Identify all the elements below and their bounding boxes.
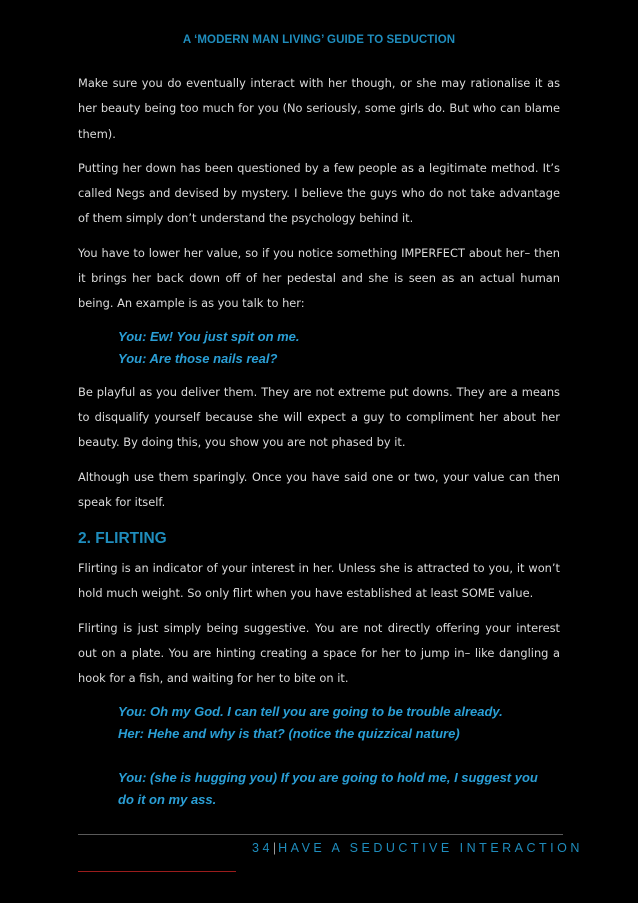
section-heading: 2. FLIRTING — [78, 530, 167, 548]
example-quote: do it on my ass. — [118, 791, 217, 807]
paragraph: Although use them sparingly. Once you have said one or two, your value can then speak for itself. — [78, 469, 560, 509]
footer-divider — [78, 834, 563, 835]
example-quote: Her: Hehe and why is that? (notice the quizzical nature) — [118, 725, 460, 741]
example-quotes — [78, 701, 560, 811]
footer-separator: | — [272, 841, 279, 855]
paragraph: Be playful as you deliver them. They are not extreme put downs. They are a means to disqualify yourself because she will expect a guy to compliment her about her beauty. By doing this, you show you are not phased by it. — [78, 384, 560, 450]
page-footer — [252, 841, 583, 855]
example-quotes — [78, 326, 560, 370]
example-quote: You: Are those nails real? — [118, 350, 278, 366]
paragraph: Putting her down has been questioned by a few people as a legitimate method. It’s called Negs and devised by mystery. I believe the guys who do not take advantage of them simply don’t understand the psychology behind it. — [78, 160, 560, 226]
paragraph: Flirting is an indicator of your interest in her. Unless she is attracted to you, it won’t hold much weight. So only flirt when you have established at least SOME value. — [78, 561, 560, 601]
paragraph: Flirting is just simply being suggestive. You are not directly offering your interest out on a plate. You are hinting creating a space for her to jump in– like dangling a hook for a fish, and waiting for her to bite on it. — [78, 620, 560, 686]
paragraph: Make sure you do eventually interact with her though, or she may rationalise it as her beauty being too much for you (No seriously, some girls do. But who can blame them). — [78, 76, 560, 141]
chapter-title: HAVE A SEDUCTIVE INTERACTION — [278, 841, 583, 855]
paragraph: You have to lower her value, so if you notice something IMPERFECT about her– then it brings her back down off of her pedestal and she is seen as an actual human being. An example is as you talk to her: — [78, 245, 560, 311]
example-quote: You: (she is hugging you) If you are going to hold me, I suggest you — [118, 769, 538, 785]
page-number: 34 — [252, 841, 273, 855]
spacer — [78, 745, 560, 767]
footer-accent-rule — [78, 871, 236, 872]
example-quote: You: Ew! You just spit on me. — [118, 328, 300, 344]
page-content — [78, 71, 560, 821]
example-quote: You: Oh my God. I can tell you are going to be trouble already. — [118, 703, 503, 719]
running-header: A ‘MODERN MAN LIVING’ GUIDE TO SEDUCTION — [182, 34, 456, 46]
